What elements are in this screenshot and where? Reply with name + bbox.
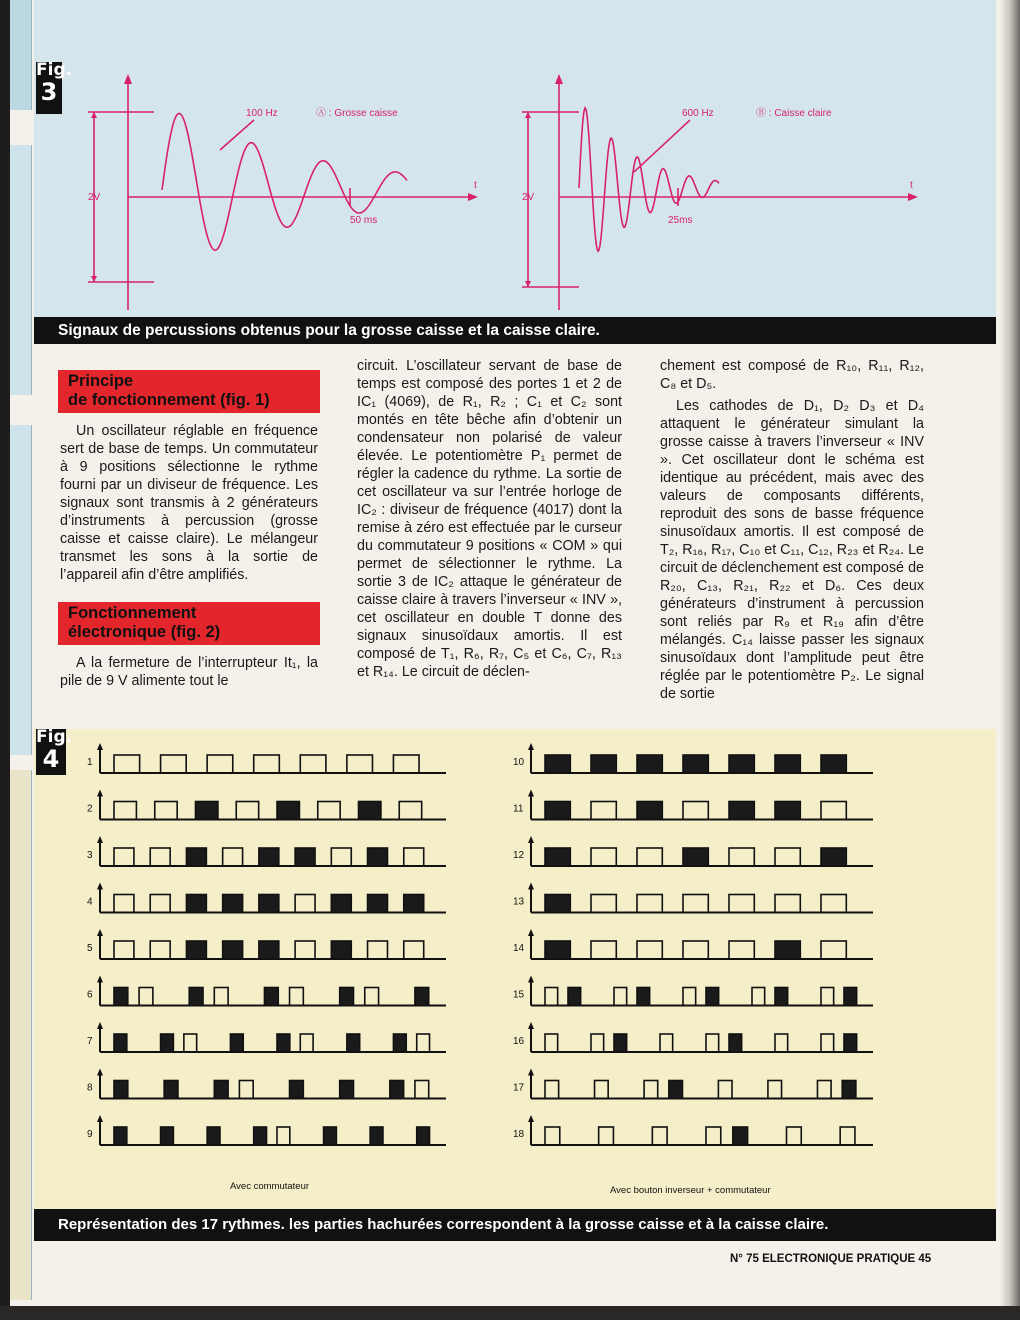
page-edge-right [1000,0,1020,1320]
left-instrument-label: Ⓐ : Grosse caisse [316,108,398,119]
page-tab [10,0,32,110]
left-pulse-empty [365,988,379,1006]
left-pulse-filled [164,1081,178,1099]
right-pulse-empty [775,1034,788,1052]
right-row-number: 11 [513,803,524,815]
figure-4-badge: Fig. 4 [36,729,66,775]
right-pulse-empty [821,988,834,1006]
left-amplitude-label: 2V [88,192,101,203]
left-pulse-filled [223,895,243,913]
left-frequency-label: 100 Hz [246,108,278,119]
left-pulse-empty [295,895,315,913]
left-pulse-empty [114,755,140,773]
right-frequency-label: 600 Hz [682,108,714,119]
right-row-arrow [528,1069,534,1076]
left-pulse-empty [254,755,280,773]
left-pulse-filled [161,1034,174,1052]
left-pulse-empty [114,848,134,866]
left-row-arrow [97,1022,103,1029]
right-pulse-empty [706,1034,719,1052]
right-pulse-empty [660,1034,673,1052]
left-pulse-empty [417,1034,430,1052]
right-row-number: 15 [513,989,525,1001]
right-row-arrow [528,929,534,936]
right-instrument-label: Ⓑ : Caisse claire [756,108,832,119]
left-pulse-empty [300,1034,313,1052]
left-row-arrow [97,1069,103,1076]
figure-3-badge: Fig. 3 [36,62,62,114]
left-row-number: 8 [87,1082,93,1094]
right-row-arrow [528,1022,534,1029]
left-pulse-empty [290,988,304,1006]
left-pulse-filled [189,988,203,1006]
left-pulse-empty [347,755,373,773]
right-row-arrow [528,743,534,750]
left-pulse-filled [114,988,128,1006]
figure-3-panel [34,0,996,317]
right-pulse-empty [599,1127,614,1145]
right-pulse-filled [775,755,800,773]
page-tab [10,770,32,1300]
right-pulse-empty [729,895,754,913]
left-pulse-filled [259,848,279,866]
section-fonctionnement-text: A la fermeture de l’interrupteur It₁, la pile de 9 V alimente tout le [60,655,318,689]
figure-3-graph [34,0,996,317]
right-pulse-empty [683,802,708,820]
right-pulse-filled [775,988,788,1006]
right-pulse-empty [817,1081,831,1099]
right-pulse-empty [644,1081,658,1099]
right-pulse-empty [545,1081,559,1099]
right-pulse-filled [729,1034,742,1052]
right-pulse-filled [729,755,754,773]
right-pulse-empty [729,941,754,959]
left-pulse-filled [417,1127,430,1145]
right-pulse-empty [752,988,765,1006]
right-row-number: 13 [513,896,525,908]
right-amplitude-label: 2V [522,192,535,203]
page-footer: N° 75 ELECTRONIQUE PRATIQUE 45 [730,1253,932,1265]
left-page-tabs [10,0,34,1300]
right-row-arrow [528,790,534,797]
left-row-number: 9 [87,1129,93,1140]
right-pulse-filled [545,941,570,959]
right-pulse-filled [591,755,616,773]
right-row-arrow [528,976,534,983]
right-pulse-empty [821,1034,834,1052]
left-pulse-filled [390,1081,404,1099]
left-pulse-filled [186,848,206,866]
right-pulse-empty [637,895,662,913]
left-pulse-empty [300,755,326,773]
right-row-arrow [528,836,534,843]
left-pulse-filled [259,895,279,913]
left-pulse-empty [277,1127,290,1145]
right-row-arrow [528,1115,534,1122]
right-pulse-empty [545,1034,558,1052]
left-row-number: 6 [87,989,93,1001]
right-row-number: 17 [513,1082,525,1094]
text-column-3 [660,357,924,707]
left-row-number: 2 [87,803,93,815]
left-pulse-filled [368,895,388,913]
column-2-text: circuit. L’oscillateur servant de base de temps est composé des portes 1 et 2 de IC₁ (4069), de R₁, R₂ ; C₁ et C₂ sont montés en tête bêche afin d’obtenir un condensateur non polarisé de valeur élevée. Le potentiomètre P₁ permet de régler la cadence du rythme. La sortie de cet oscillateur va sur l’entrée horloge de IC₂ : diviseur de fréquence (4017) dont la remise à zéro est effectuée par le curseur du commutateur 9 positions « COM » qui permet de sélectionner le rythme. La sortie 3 de IC₂ attaque le générateur de caisse claire à travers l’inverseur « INV », cet oscillateur en double T donne des signaux sinusoïdaux amortis. Il est composé de T₁, R₆, R₇, C₅ et C₆, C₇, R₁₃ et R₁₄. Le circuit de déclen- [357,358,622,680]
figure-4-rhythm-diagram [34,729,996,1209]
left-pulse-empty [184,1034,197,1052]
column-3-paragraph-1: chement est composé de R₁₀, R₁₁, R₁₂, C₈ et D₅. [660,358,924,392]
right-pulse-empty [591,895,616,913]
right-pulse-filled [614,1034,627,1052]
left-pulse-filled [277,802,299,820]
left-pulse-empty [239,1081,253,1099]
right-row-number: 12 [513,850,525,861]
right-row-number: 14 [513,943,525,954]
left-pulse-filled [324,1127,337,1145]
right-pulse-filled [545,895,570,913]
right-pulse-empty [637,941,662,959]
left-pulse-empty [331,848,351,866]
right-pulse-filled [821,848,846,866]
left-pulse-filled [340,988,354,1006]
left-pulse-empty [399,802,421,820]
right-pulse-empty [821,802,846,820]
right-pulse-filled [568,988,581,1006]
right-pulse-empty [821,895,846,913]
left-pulse-filled [186,941,206,959]
left-pulse-filled [331,895,351,913]
right-pulse-empty [775,848,800,866]
left-pulse-empty [150,895,170,913]
left-pulse-empty [207,755,233,773]
right-pulse-empty [545,988,558,1006]
left-row-arrow [97,929,103,936]
left-pulse-filled [368,848,388,866]
figure-4-caption: Représentation des 17 rythmes. les parties hachurées correspondent à la grosse caisse et à la caisse claire. [34,1209,996,1241]
text-column-1 [58,370,320,694]
right-row-number: 18 [513,1129,525,1140]
left-pulse-empty [114,895,134,913]
section-heading-fonctionnement: Fonctionnement électronique (fig. 2) [58,602,320,645]
left-pulse-filled [214,1081,228,1099]
left-row-number: 1 [87,757,93,768]
left-pulse-filled [114,1034,127,1052]
section-principe-text: Un oscillateur réglable en fréquence sert de base de temps. Un commutateur à 9 positions sélectionne le rythme fourni par un diviseur de fréquence. Les signaux sont transmis à 2 générateurs d’instruments à percussion (grosse caisse et caisse claire). Le mélangeur transmet les sons à la sortie de l’appareil afin d’être amplifiés. [60,423,318,583]
left-pulse-empty [318,802,340,820]
right-t-axis-label: t [910,180,913,191]
left-t-axis-label: t [474,180,477,191]
left-row-number: 7 [87,1036,93,1047]
left-pulse-filled [223,941,243,959]
right-pulse-empty [591,802,616,820]
left-pulse-empty [161,755,187,773]
section-heading-principe: Principe de fonctionnement (fig. 1) [58,370,320,413]
left-row-arrow [97,1115,103,1122]
right-pulse-filled [706,988,719,1006]
left-pulse-empty [214,988,228,1006]
left-pulse-empty [155,802,177,820]
left-pulse-filled [196,802,218,820]
right-pulse-empty [652,1127,667,1145]
left-pulse-empty [139,988,153,1006]
right-pulse-filled [729,802,754,820]
left-pulse-empty [114,941,134,959]
page-tab [10,145,32,395]
left-pulse-filled [114,1127,127,1145]
right-pulse-filled [545,802,570,820]
left-pulse-filled [161,1127,174,1145]
figure-3-caption: Signaux de percussions obtenus pour la grosse caisse et la caisse claire. [34,317,996,344]
left-pulse-filled [207,1127,220,1145]
right-pulse-empty [683,941,708,959]
left-time-label: 50 ms [350,215,378,226]
left-pulse-filled [359,802,381,820]
left-row-arrow [97,883,103,890]
left-pulse-filled [415,988,429,1006]
right-pulse-empty [840,1127,855,1145]
left-pulse-filled [186,895,206,913]
right-pulse-filled [683,755,708,773]
column-3-paragraph-2: Les cathodes de D₁, D₂ D₃ et D₄ attaquent le générateur simulant la grosse caisse à travers l’inverseur « INV ». Cet oscillateur dont le schéma est identique au précédent, mais avec des valeurs de composants différents, reproduit des sons de basse fréquence sinusoïdaux amortis. Il est composé de T₂, R₁₆, R₁₇, C₁₀ et C₁₁, C₁₂, R₂₃ et R₂₄. Le circuit de déclenchement est composé de R₂₀, C₁₃, R₂₁, R₂₂ et D₆. Ces deux générateurs d’instrument à percussion sont reliés par R₉ et R₁₉ afin d’être mélangés. C₁₄ laisse passer les signaux sinusoïdaux dont l’amplitude peut être réglée par le potentiomètre P₂. Le signal de sortie [660,398,924,702]
right-pulse-filled [545,848,570,866]
left-pulse-empty [393,755,419,773]
right-pulse-filled [637,802,662,820]
right-pulse-filled [844,988,857,1006]
left-row-arrow [97,743,103,750]
left-pulse-empty [415,1081,429,1099]
left-row-arrow [97,790,103,797]
left-pulse-filled [393,1034,406,1052]
right-pulse-empty [591,941,616,959]
left-pulse-empty [150,941,170,959]
right-pulse-filled [637,988,650,1006]
right-pulse-filled [844,1034,857,1052]
left-pulse-filled [259,941,279,959]
right-pulse-empty [637,848,662,866]
right-pulse-filled [821,755,846,773]
right-pulse-filled [842,1081,856,1099]
left-pulse-filled [404,895,424,913]
left-pulse-filled [295,848,315,866]
left-pulse-filled [264,988,278,1006]
right-pulse-empty [718,1081,732,1099]
left-pulse-empty [404,941,424,959]
left-pulse-filled [277,1034,290,1052]
left-pulse-filled [331,941,351,959]
right-pulse-empty [768,1081,782,1099]
right-row-number: 16 [513,1036,525,1047]
left-pulse-empty [404,848,424,866]
left-pulse-filled [114,1081,128,1099]
right-pulse-empty [591,848,616,866]
right-pulse-empty [614,988,627,1006]
left-pulse-filled [340,1081,354,1099]
grosse-caisse-waveform [162,114,407,251]
page-tab [10,425,32,755]
right-pulse-empty [683,895,708,913]
right-pulse-empty [775,895,800,913]
right-row-arrow [528,883,534,890]
left-row-number: 4 [87,896,93,908]
right-row-number: 10 [513,757,525,768]
right-pulse-empty [595,1081,609,1099]
left-pulse-empty [236,802,258,820]
text-column-2 [357,357,622,685]
left-pulse-empty [295,941,315,959]
right-pulse-filled [637,755,662,773]
left-pulse-filled [254,1127,267,1145]
right-pulse-filled [733,1127,748,1145]
right-pulse-empty [787,1127,802,1145]
left-pulse-filled [230,1034,243,1052]
left-pulse-empty [368,941,388,959]
right-pulse-empty [591,1034,604,1052]
right-pulse-filled [669,1081,683,1099]
left-pulse-filled [347,1034,360,1052]
left-pulse-empty [223,848,243,866]
left-diagram-caption: Avec commutateur [230,1181,310,1192]
right-pulse-filled [775,802,800,820]
page-edge-bottom [0,1306,1020,1320]
right-pulse-empty [821,941,846,959]
figure-4-panel [34,729,996,1209]
right-pulse-filled [775,941,800,959]
left-pulse-filled [290,1081,304,1099]
right-time-label: 25ms [668,215,693,226]
right-pulse-filled [545,755,570,773]
right-pulse-empty [706,1127,721,1145]
left-pulse-empty [114,802,136,820]
left-row-number: 5 [87,943,93,954]
right-pulse-empty [729,848,754,866]
right-pulse-empty [545,1127,560,1145]
left-pulse-filled [370,1127,383,1145]
left-row-number: 3 [87,850,93,861]
left-row-arrow [97,976,103,983]
caisse-claire-waveform [579,108,719,251]
left-pulse-empty [150,848,170,866]
right-diagram-caption: Avec bouton inverseur + commutateur [610,1185,771,1196]
left-row-arrow [97,836,103,843]
right-pulse-filled [683,848,708,866]
right-pulse-empty [683,988,696,1006]
